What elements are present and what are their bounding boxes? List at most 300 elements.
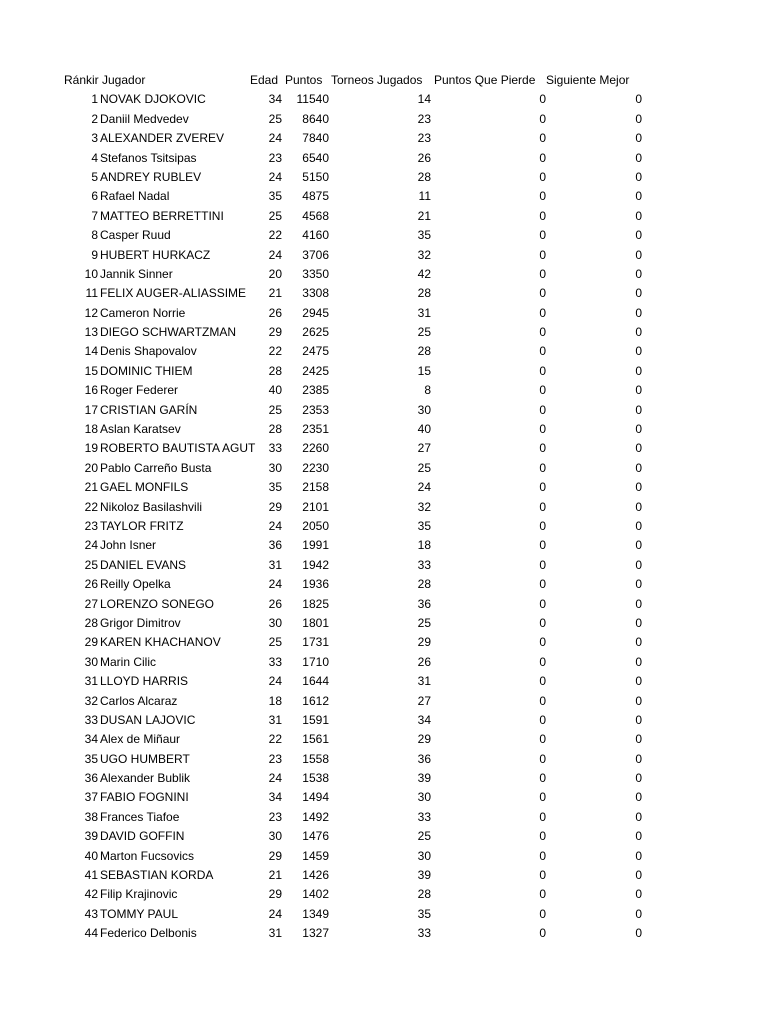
cell-age: 23 — [268, 751, 282, 766]
table-row — [0, 517, 768, 536]
cell-rank: 43 — [84, 906, 98, 921]
cell-age: 35 — [268, 480, 282, 495]
cell-age: 24 — [268, 906, 282, 921]
table-row — [0, 246, 768, 265]
cell-rank: 16 — [84, 383, 98, 398]
cell-points: 1644 — [302, 674, 329, 689]
cell-rank: 6 — [91, 189, 98, 204]
cell-points-lost: 0 — [539, 635, 546, 650]
cell-points: 1612 — [302, 693, 329, 708]
table-row — [0, 420, 768, 439]
cell-points: 1825 — [302, 596, 329, 611]
cell-next-best: 0 — [635, 732, 642, 747]
cell-player: DANIEL EVANS — [100, 557, 187, 572]
cell-age: 36 — [268, 538, 282, 553]
cell-points-lost: 0 — [539, 654, 546, 669]
cell-points-lost: 0 — [539, 169, 546, 184]
table-row — [0, 750, 768, 769]
cell-player: LORENZO SONEGO — [100, 596, 215, 611]
cell-age: 34 — [268, 92, 282, 107]
cell-points-lost: 0 — [539, 809, 546, 824]
cell-player: Frances Tiafoe — [100, 809, 180, 824]
cell-tournaments: 28 — [417, 577, 431, 592]
cell-rank: 18 — [84, 422, 98, 437]
cell-tournaments: 36 — [417, 751, 431, 766]
cell-next-best: 0 — [635, 887, 642, 902]
cell-player: Reilly Opelka — [100, 577, 171, 592]
cell-tournaments: 42 — [417, 266, 431, 281]
cell-rank: 33 — [84, 712, 98, 727]
header-points: Puntos — [285, 73, 323, 87]
cell-tournaments: 28 — [417, 169, 431, 184]
table-row — [0, 498, 768, 517]
cell-points: 2050 — [302, 518, 329, 533]
cell-rank: 12 — [84, 305, 98, 320]
cell-points: 2260 — [302, 441, 329, 456]
cell-age: 29 — [268, 887, 282, 902]
cell-tournaments: 21 — [417, 208, 431, 223]
cell-rank: 26 — [84, 577, 98, 592]
table-row — [0, 187, 768, 206]
cell-points-lost: 0 — [539, 538, 546, 553]
cell-points: 1492 — [302, 809, 329, 824]
cell-points: 2425 — [302, 363, 329, 378]
cell-player: NOVAK DJOKOVIC — [100, 92, 206, 107]
cell-points: 1558 — [302, 751, 329, 766]
cell-rank: 17 — [84, 402, 98, 417]
cell-tournaments: 18 — [417, 538, 431, 553]
cell-rank: 3 — [91, 131, 98, 146]
table-row — [0, 439, 768, 458]
cell-points: 1349 — [302, 906, 329, 921]
table-row — [0, 672, 768, 691]
cell-points-lost: 0 — [539, 926, 546, 941]
cell-age: 34 — [268, 790, 282, 805]
cell-player: DOMINIC THIEM — [100, 363, 193, 378]
cell-age: 25 — [268, 208, 282, 223]
cell-next-best: 0 — [635, 654, 642, 669]
cell-next-best: 0 — [635, 848, 642, 863]
cell-age: 24 — [268, 674, 282, 689]
cell-points-lost: 0 — [539, 887, 546, 902]
cell-tournaments: 33 — [417, 926, 431, 941]
cell-rank: 34 — [84, 732, 98, 747]
cell-age: 24 — [268, 577, 282, 592]
cell-points-lost: 0 — [539, 906, 546, 921]
cell-player: SEBASTIAN KORDA — [100, 868, 214, 883]
cell-next-best: 0 — [635, 615, 642, 630]
cell-points-lost: 0 — [539, 829, 546, 844]
cell-points-lost: 0 — [539, 228, 546, 243]
cell-rank: 24 — [84, 538, 98, 553]
cell-points: 1327 — [302, 926, 329, 941]
cell-player: DAVID GOFFIN — [100, 829, 185, 844]
table-row — [0, 342, 768, 361]
cell-next-best: 0 — [635, 771, 642, 786]
cell-next-best: 0 — [635, 906, 642, 921]
cell-player: Federico Delbonis — [100, 926, 197, 941]
cell-rank: 19 — [84, 441, 98, 456]
cell-player: ROBERTO BAUTISTA AGUT — [100, 441, 256, 456]
cell-next-best: 0 — [635, 751, 642, 766]
cell-tournaments: 31 — [417, 674, 431, 689]
cell-tournaments: 25 — [417, 460, 431, 475]
cell-rank: 21 — [84, 480, 98, 495]
cell-points: 3350 — [302, 266, 329, 281]
cell-player: TOMMY PAUL — [100, 906, 179, 921]
table-row — [0, 381, 768, 400]
cell-next-best: 0 — [635, 809, 642, 824]
cell-tournaments: 40 — [417, 422, 431, 437]
table-body — [0, 90, 768, 943]
cell-points: 2230 — [302, 460, 329, 475]
cell-player: DUSAN LAJOVIC — [100, 712, 196, 727]
cell-tournaments: 11 — [418, 189, 431, 204]
cell-tournaments: 32 — [417, 247, 431, 262]
cell-points: 5150 — [302, 169, 329, 184]
cell-player: John Isner — [100, 538, 157, 553]
cell-points-lost: 0 — [539, 557, 546, 572]
cell-points-lost: 0 — [539, 480, 546, 495]
cell-next-best: 0 — [635, 596, 642, 611]
cell-age: 30 — [268, 460, 282, 475]
cell-points-lost: 0 — [539, 189, 546, 204]
cell-points-lost: 0 — [539, 383, 546, 398]
table-row — [0, 90, 768, 109]
cell-rank: 4 — [91, 150, 98, 165]
cell-points-lost: 0 — [539, 208, 546, 223]
cell-tournaments: 30 — [417, 848, 431, 863]
cell-age: 33 — [268, 441, 282, 456]
cell-age: 35 — [268, 189, 282, 204]
cell-points: 2101 — [302, 499, 329, 514]
cell-points-lost: 0 — [539, 422, 546, 437]
cell-tournaments: 26 — [417, 150, 431, 165]
cell-points: 2353 — [302, 402, 329, 417]
cell-next-best: 0 — [635, 480, 642, 495]
cell-points-lost: 0 — [539, 305, 546, 320]
cell-tournaments: 26 — [417, 654, 431, 669]
cell-rank: 7 — [91, 208, 98, 223]
cell-player: Casper Ruud — [100, 228, 171, 243]
table-row — [0, 769, 768, 788]
table-row — [0, 575, 768, 594]
cell-points: 4875 — [302, 189, 329, 204]
cell-tournaments: 29 — [417, 732, 431, 747]
cell-tournaments: 34 — [417, 712, 431, 727]
cell-player: Roger Federer — [100, 383, 179, 398]
cell-points-lost: 0 — [539, 751, 546, 766]
cell-points: 2158 — [302, 480, 329, 495]
cell-tournaments: 28 — [417, 344, 431, 359]
header-next-best: Siguiente Mejor — [546, 73, 630, 87]
cell-points: 3308 — [302, 286, 329, 301]
cell-age: 22 — [268, 228, 282, 243]
cell-next-best: 0 — [635, 868, 642, 883]
cell-age: 25 — [268, 635, 282, 650]
cell-next-best: 0 — [635, 92, 642, 107]
cell-tournaments: 27 — [417, 693, 431, 708]
cell-next-best: 0 — [635, 460, 642, 475]
cell-points: 1731 — [302, 635, 329, 650]
cell-next-best: 0 — [635, 286, 642, 301]
cell-age: 23 — [268, 809, 282, 824]
cell-age: 29 — [268, 848, 282, 863]
cell-points-lost: 0 — [539, 363, 546, 378]
cell-age: 22 — [268, 344, 282, 359]
cell-points-lost: 0 — [539, 499, 546, 514]
cell-age: 28 — [268, 363, 282, 378]
cell-player: ALEXANDER ZVEREV — [100, 131, 225, 146]
table-row — [0, 711, 768, 730]
cell-player: Marin Cilic — [100, 654, 157, 669]
cell-next-best: 0 — [635, 712, 642, 727]
cell-player: FABIO FOGNINI — [100, 790, 189, 805]
cell-rank: 11 — [85, 286, 98, 301]
cell-age: 20 — [268, 266, 282, 281]
header-rank: Ránkir — [64, 73, 99, 87]
cell-next-best: 0 — [635, 674, 642, 689]
cell-player: MATTEO BERRETTINI — [100, 208, 224, 223]
cell-age: 21 — [268, 286, 282, 301]
cell-rank: 9 — [91, 247, 98, 262]
cell-tournaments: 15 — [417, 363, 431, 378]
cell-age: 30 — [268, 615, 282, 630]
cell-rank: 40 — [84, 848, 98, 863]
cell-tournaments: 23 — [417, 131, 431, 146]
cell-next-best: 0 — [635, 150, 642, 165]
cell-next-best: 0 — [635, 441, 642, 456]
cell-rank: 15 — [84, 363, 98, 378]
table-row — [0, 788, 768, 807]
cell-player: Aslan Karatsev — [100, 422, 181, 437]
cell-points: 1402 — [302, 887, 329, 902]
cell-player: Carlos Alcaraz — [100, 693, 178, 708]
cell-points: 2385 — [302, 383, 329, 398]
cell-rank: 13 — [84, 325, 98, 340]
cell-rank: 2 — [91, 111, 98, 126]
table-row — [0, 556, 768, 575]
cell-points-lost: 0 — [539, 732, 546, 747]
cell-next-best: 0 — [635, 344, 642, 359]
cell-rank: 10 — [84, 266, 98, 281]
cell-player: KAREN KHACHANOV — [100, 635, 221, 650]
cell-points-lost: 0 — [539, 674, 546, 689]
cell-rank: 28 — [84, 615, 98, 630]
cell-next-best: 0 — [635, 790, 642, 805]
cell-points: 2945 — [302, 305, 329, 320]
cell-rank: 8 — [91, 228, 98, 243]
cell-age: 24 — [268, 131, 282, 146]
cell-tournaments: 29 — [417, 635, 431, 650]
cell-points-lost: 0 — [539, 868, 546, 883]
cell-player: GAEL MONFILS — [100, 480, 189, 495]
cell-tournaments: 32 — [417, 499, 431, 514]
table-row — [0, 614, 768, 633]
cell-tournaments: 33 — [417, 557, 431, 572]
cell-age: 29 — [268, 325, 282, 340]
table-row — [0, 168, 768, 187]
table-row — [0, 595, 768, 614]
cell-points-lost: 0 — [539, 596, 546, 611]
cell-points-lost: 0 — [539, 92, 546, 107]
cell-tournaments: 24 — [417, 480, 431, 495]
cell-age: 22 — [268, 732, 282, 747]
cell-age: 29 — [268, 499, 282, 514]
table-row — [0, 924, 768, 943]
table-row — [0, 129, 768, 148]
table-row — [0, 149, 768, 168]
cell-rank: 44 — [84, 926, 98, 941]
cell-next-best: 0 — [635, 635, 642, 650]
cell-rank: 37 — [84, 790, 98, 805]
cell-rank: 14 — [84, 344, 98, 359]
cell-points: 2351 — [302, 422, 329, 437]
cell-player: ANDREY RUBLEV — [100, 169, 202, 184]
cell-points: 4568 — [302, 208, 329, 223]
header-row — [0, 71, 768, 90]
table-row — [0, 362, 768, 381]
cell-points-lost: 0 — [539, 460, 546, 475]
cell-player: FELIX AUGER-ALIASSIME — [100, 286, 247, 301]
cell-next-best: 0 — [635, 518, 642, 533]
cell-next-best: 0 — [635, 189, 642, 204]
cell-points: 2625 — [302, 325, 329, 340]
cell-age: 31 — [268, 712, 282, 727]
cell-points-lost: 0 — [539, 247, 546, 262]
cell-rank: 27 — [84, 596, 98, 611]
cell-points: 1459 — [302, 848, 329, 863]
cell-points: 6540 — [302, 150, 329, 165]
cell-rank: 20 — [84, 460, 98, 475]
cell-next-best: 0 — [635, 266, 642, 281]
cell-age: 26 — [268, 596, 282, 611]
cell-next-best: 0 — [635, 247, 642, 262]
cell-player: Denis Shapovalov — [100, 344, 197, 359]
cell-age: 24 — [268, 518, 282, 533]
cell-tournaments: 25 — [417, 325, 431, 340]
cell-player: Nikoloz Basilashvili — [100, 499, 203, 514]
cell-rank: 38 — [84, 809, 98, 824]
cell-player: Rafael Nadal — [100, 189, 170, 204]
cell-tournaments: 30 — [417, 790, 431, 805]
cell-next-best: 0 — [635, 402, 642, 417]
cell-next-best: 0 — [635, 538, 642, 553]
cell-next-best: 0 — [635, 208, 642, 223]
cell-tournaments: 36 — [417, 596, 431, 611]
cell-age: 31 — [268, 926, 282, 941]
table-row — [0, 633, 768, 652]
cell-player: Filip Krajinovic — [100, 887, 178, 902]
cell-rank: 41 — [84, 868, 98, 883]
cell-age: 24 — [268, 247, 282, 262]
cell-next-best: 0 — [635, 131, 642, 146]
cell-age: 25 — [268, 111, 282, 126]
cell-age: 25 — [268, 402, 282, 417]
cell-tournaments: 27 — [417, 441, 431, 456]
cell-points: 3706 — [302, 247, 329, 262]
cell-age: 26 — [268, 305, 282, 320]
cell-tournaments: 14 — [417, 92, 431, 107]
cell-rank: 35 — [84, 751, 98, 766]
cell-tournaments: 39 — [417, 771, 431, 786]
cell-player: Marton Fucsovics — [100, 848, 195, 863]
cell-age: 24 — [268, 771, 282, 786]
cell-tournaments: 35 — [417, 906, 431, 921]
cell-points-lost: 0 — [539, 790, 546, 805]
cell-points-lost: 0 — [539, 771, 546, 786]
cell-player: UGO HUMBERT — [100, 751, 190, 766]
cell-tournaments: 35 — [417, 518, 431, 533]
cell-player: Pablo Carreño Busta — [100, 460, 212, 475]
cell-rank: 31 — [84, 674, 98, 689]
cell-player: Daniil Medvedev — [100, 111, 189, 126]
cell-player: Alex de Miñaur — [100, 732, 181, 747]
cell-points-lost: 0 — [539, 131, 546, 146]
cell-tournaments: 28 — [417, 887, 431, 902]
cell-points: 1561 — [302, 732, 329, 747]
cell-points-lost: 0 — [539, 615, 546, 630]
cell-player: LLOYD HARRIS — [100, 674, 189, 689]
cell-next-best: 0 — [635, 169, 642, 184]
cell-rank: 29 — [84, 635, 98, 650]
table-row — [0, 265, 768, 284]
cell-next-best: 0 — [635, 325, 642, 340]
cell-tournaments: 30 — [417, 402, 431, 417]
cell-points: 1476 — [302, 829, 329, 844]
cell-rank: 22 — [84, 499, 98, 514]
cell-points-lost: 0 — [539, 693, 546, 708]
table-row — [0, 323, 768, 342]
header-tournaments: Torneos Jugados — [331, 73, 423, 87]
cell-next-best: 0 — [635, 926, 642, 941]
cell-points-lost: 0 — [539, 518, 546, 533]
ranking-table — [0, 71, 768, 944]
cell-points: 1538 — [302, 771, 329, 786]
cell-points: 2475 — [302, 344, 329, 359]
cell-age: 18 — [268, 693, 282, 708]
table-row — [0, 808, 768, 827]
cell-age: 23 — [268, 150, 282, 165]
cell-age: 28 — [268, 422, 282, 437]
table-row — [0, 459, 768, 478]
cell-points: 1591 — [302, 712, 329, 727]
cell-points: 1942 — [302, 557, 329, 572]
cell-age: 40 — [268, 383, 282, 398]
cell-tournaments: 25 — [417, 615, 431, 630]
cell-points-lost: 0 — [539, 441, 546, 456]
table-row — [0, 827, 768, 846]
cell-age: 21 — [268, 868, 282, 883]
table-row — [0, 226, 768, 245]
cell-next-best: 0 — [635, 577, 642, 592]
cell-points: 1991 — [302, 538, 329, 553]
table-row — [0, 110, 768, 129]
table-row — [0, 730, 768, 749]
cell-rank: 1 — [91, 92, 98, 107]
table-row — [0, 692, 768, 711]
table-row — [0, 536, 768, 555]
cell-next-best: 0 — [635, 499, 642, 514]
cell-next-best: 0 — [635, 422, 642, 437]
cell-tournaments: 39 — [417, 868, 431, 883]
table-row — [0, 207, 768, 226]
cell-rank: 23 — [84, 518, 98, 533]
cell-points: 7840 — [302, 131, 329, 146]
table-row — [0, 401, 768, 420]
cell-points-lost: 0 — [539, 577, 546, 592]
table-row — [0, 866, 768, 885]
